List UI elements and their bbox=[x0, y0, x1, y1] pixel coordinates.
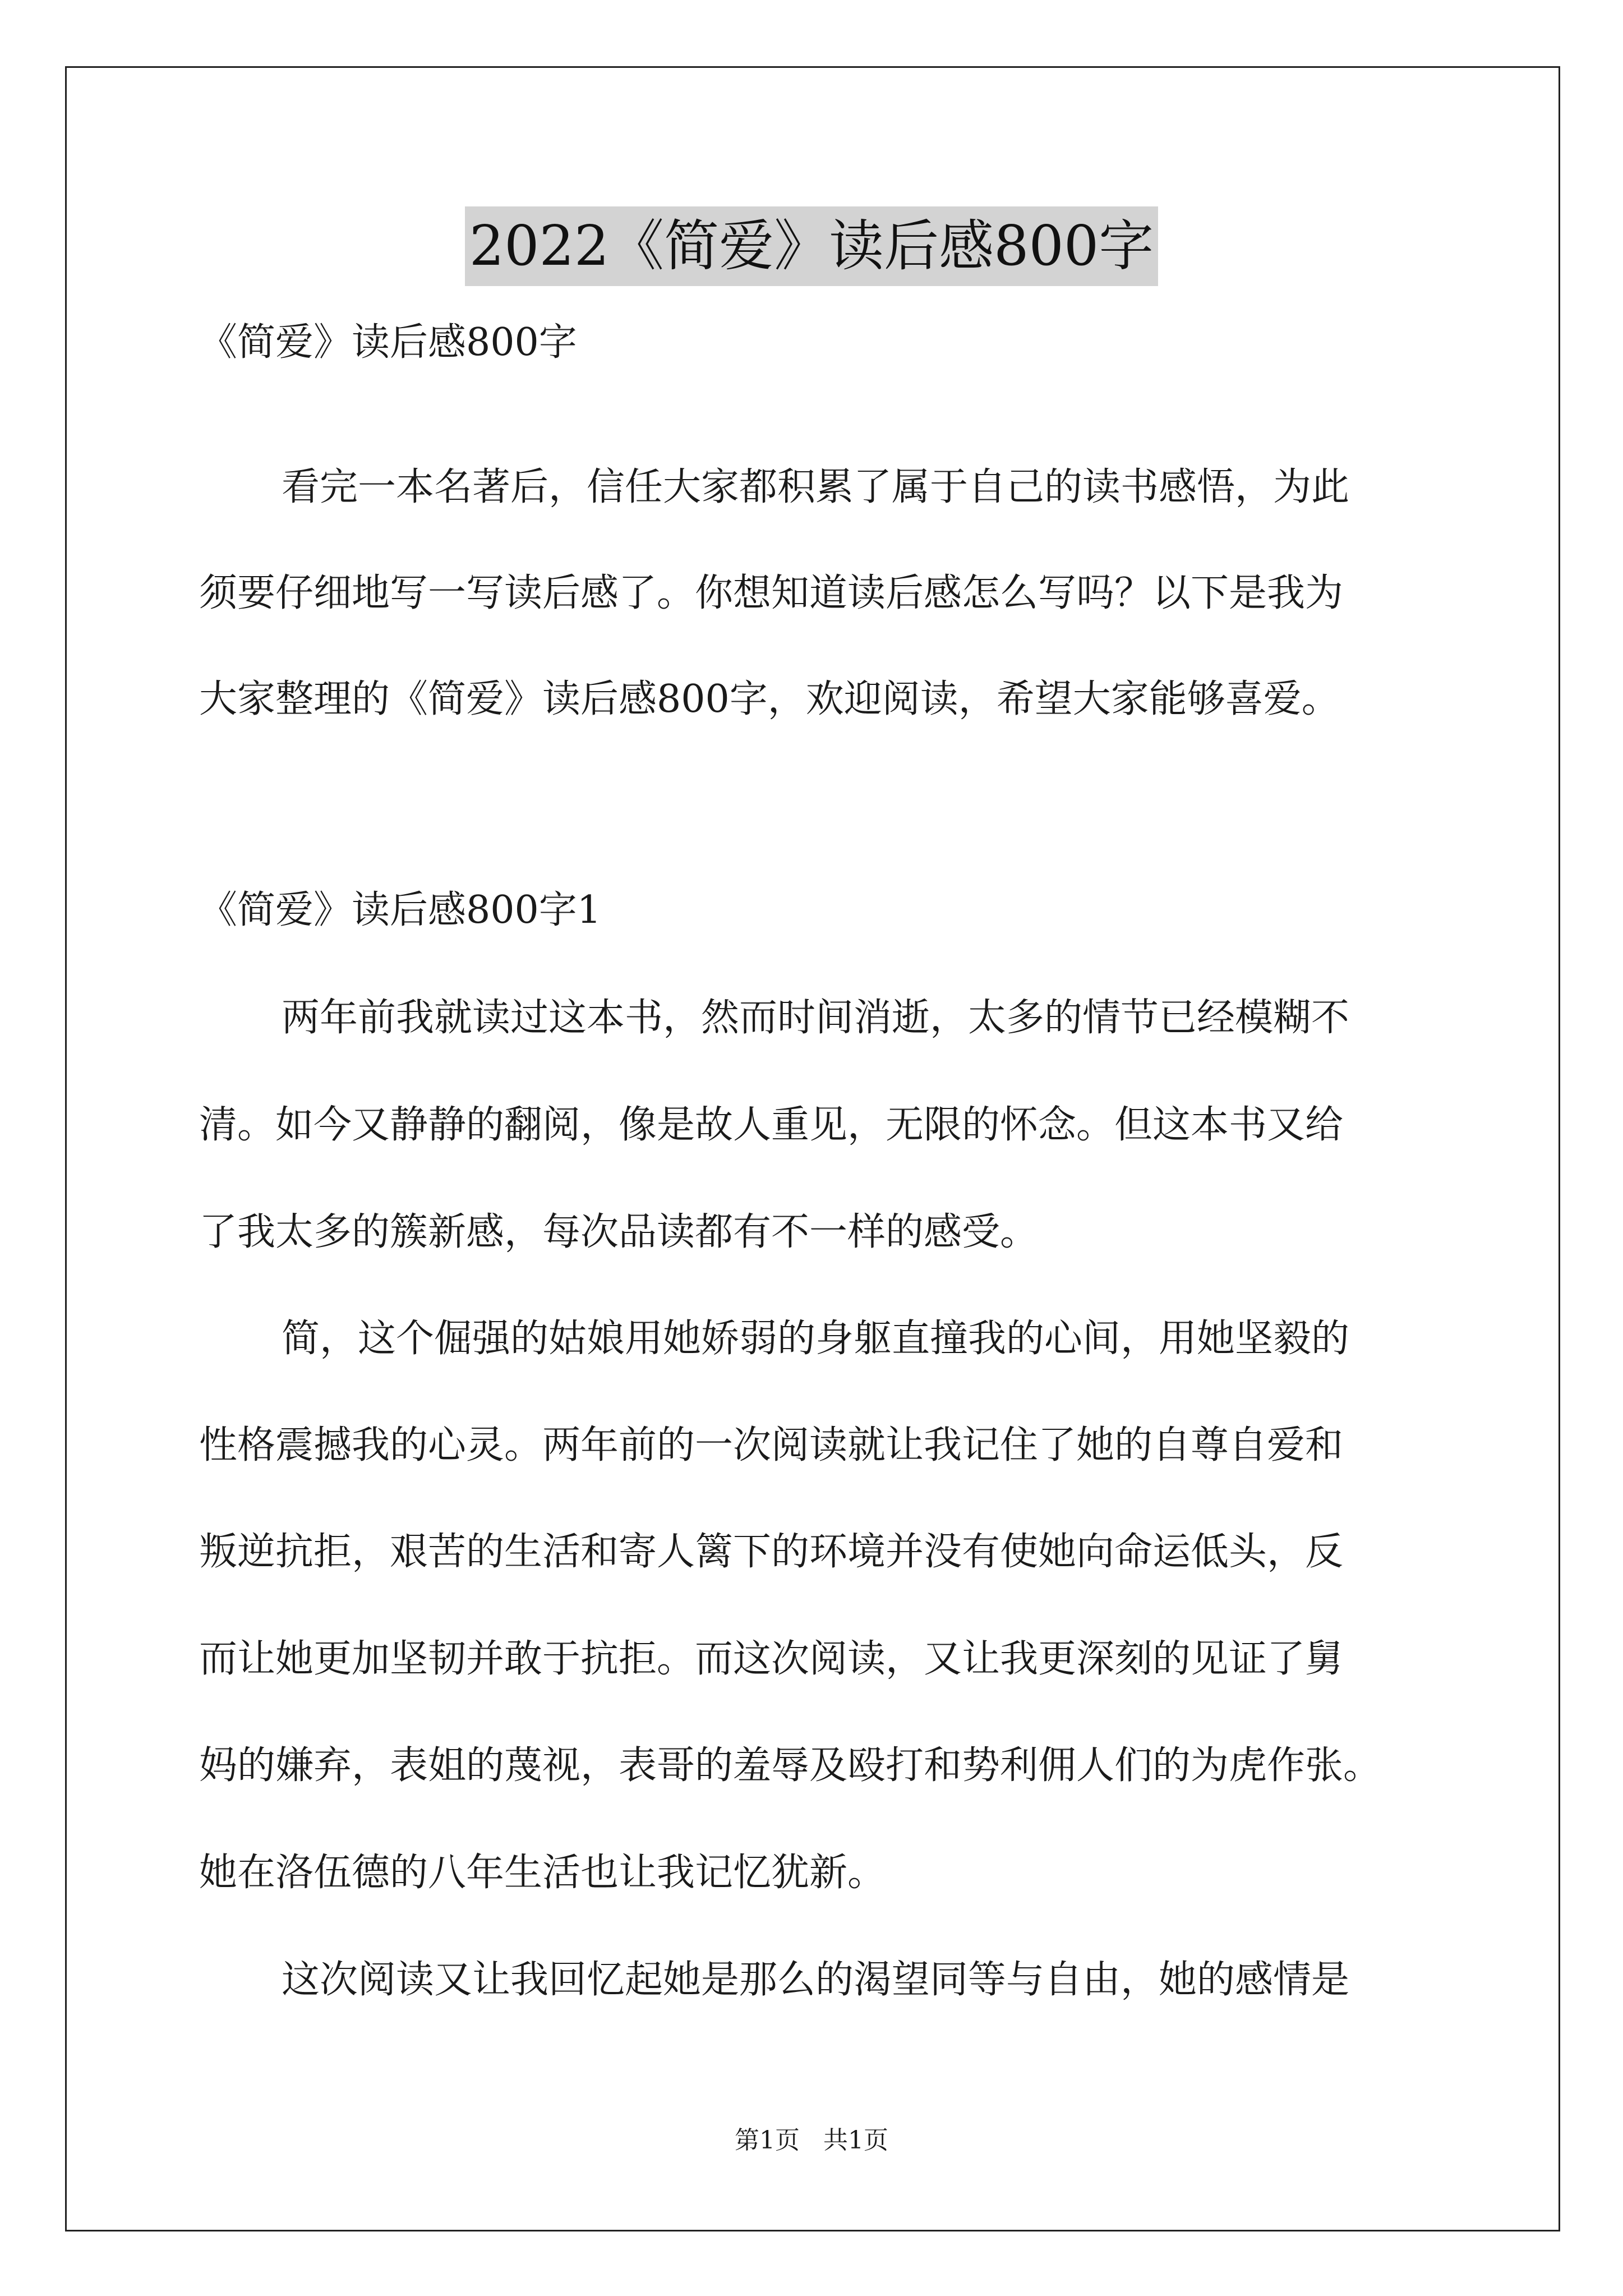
paragraph-line: 她在洛伍德的八年生活也让我记忆犹新。 bbox=[199, 1851, 886, 1895]
paragraph-line: 简，这个倔强的姑娘用她娇弱的身躯直撞我的心间，用她坚毅的 bbox=[282, 1317, 1350, 1361]
section-heading: 《简爱》读后感800字1 bbox=[199, 888, 602, 932]
paragraph-line: 叛逆抗拒，艰苦的生活和寄人篱下的环境并没有使她向命运低头，反 bbox=[199, 1530, 1344, 1574]
paragraph-line: 这次阅读又让我回忆起她是那么的渴望同等与自由，她的感情是 bbox=[282, 1958, 1350, 2002]
title-container bbox=[0, 206, 1623, 286]
paragraph-line: 了我太多的簇新感，每次品读都有不一样的感受。 bbox=[199, 1210, 1039, 1254]
page-footer: 第1页 共1页 bbox=[735, 2126, 888, 2155]
paragraph-line: 看完一本名著后，信任大家都积累了属于自己的读书感悟，为此 bbox=[282, 465, 1350, 509]
section-heading: 《简爱》读后感800字 bbox=[199, 320, 577, 365]
document-title: 2022《简爱》读后感800字 bbox=[465, 206, 1158, 286]
paragraph-line: 清。如今又静静的翻阅，像是故人重见，无限的怀念。但这本书又给 bbox=[199, 1103, 1344, 1147]
paragraph-line: 而让她更加坚韧并敢于抗拒。而这次阅读，又让我更深刻的见证了舅 bbox=[199, 1637, 1344, 1681]
paragraph-line: 妈的嫌弃，表姐的蔑视，表哥的羞辱及殴打和势利佣人们的为虎作张。 bbox=[199, 1743, 1382, 1788]
paragraph-line: 两年前我就读过这本书，然而时间消逝，太多的情节已经模糊不 bbox=[282, 996, 1350, 1040]
paragraph-line: 性格震撼我的心灵。两年前的一次阅读就让我记住了她的自尊自爱和 bbox=[199, 1423, 1344, 1467]
paragraph-line: 须要仔细地写一写读后感了。你想知道读后感怎么写吗？以下是我为 bbox=[199, 571, 1344, 615]
paragraph-line: 大家整理的《简爱》读后感800字，欢迎阅读，希望大家能够喜爱。 bbox=[199, 677, 1340, 721]
